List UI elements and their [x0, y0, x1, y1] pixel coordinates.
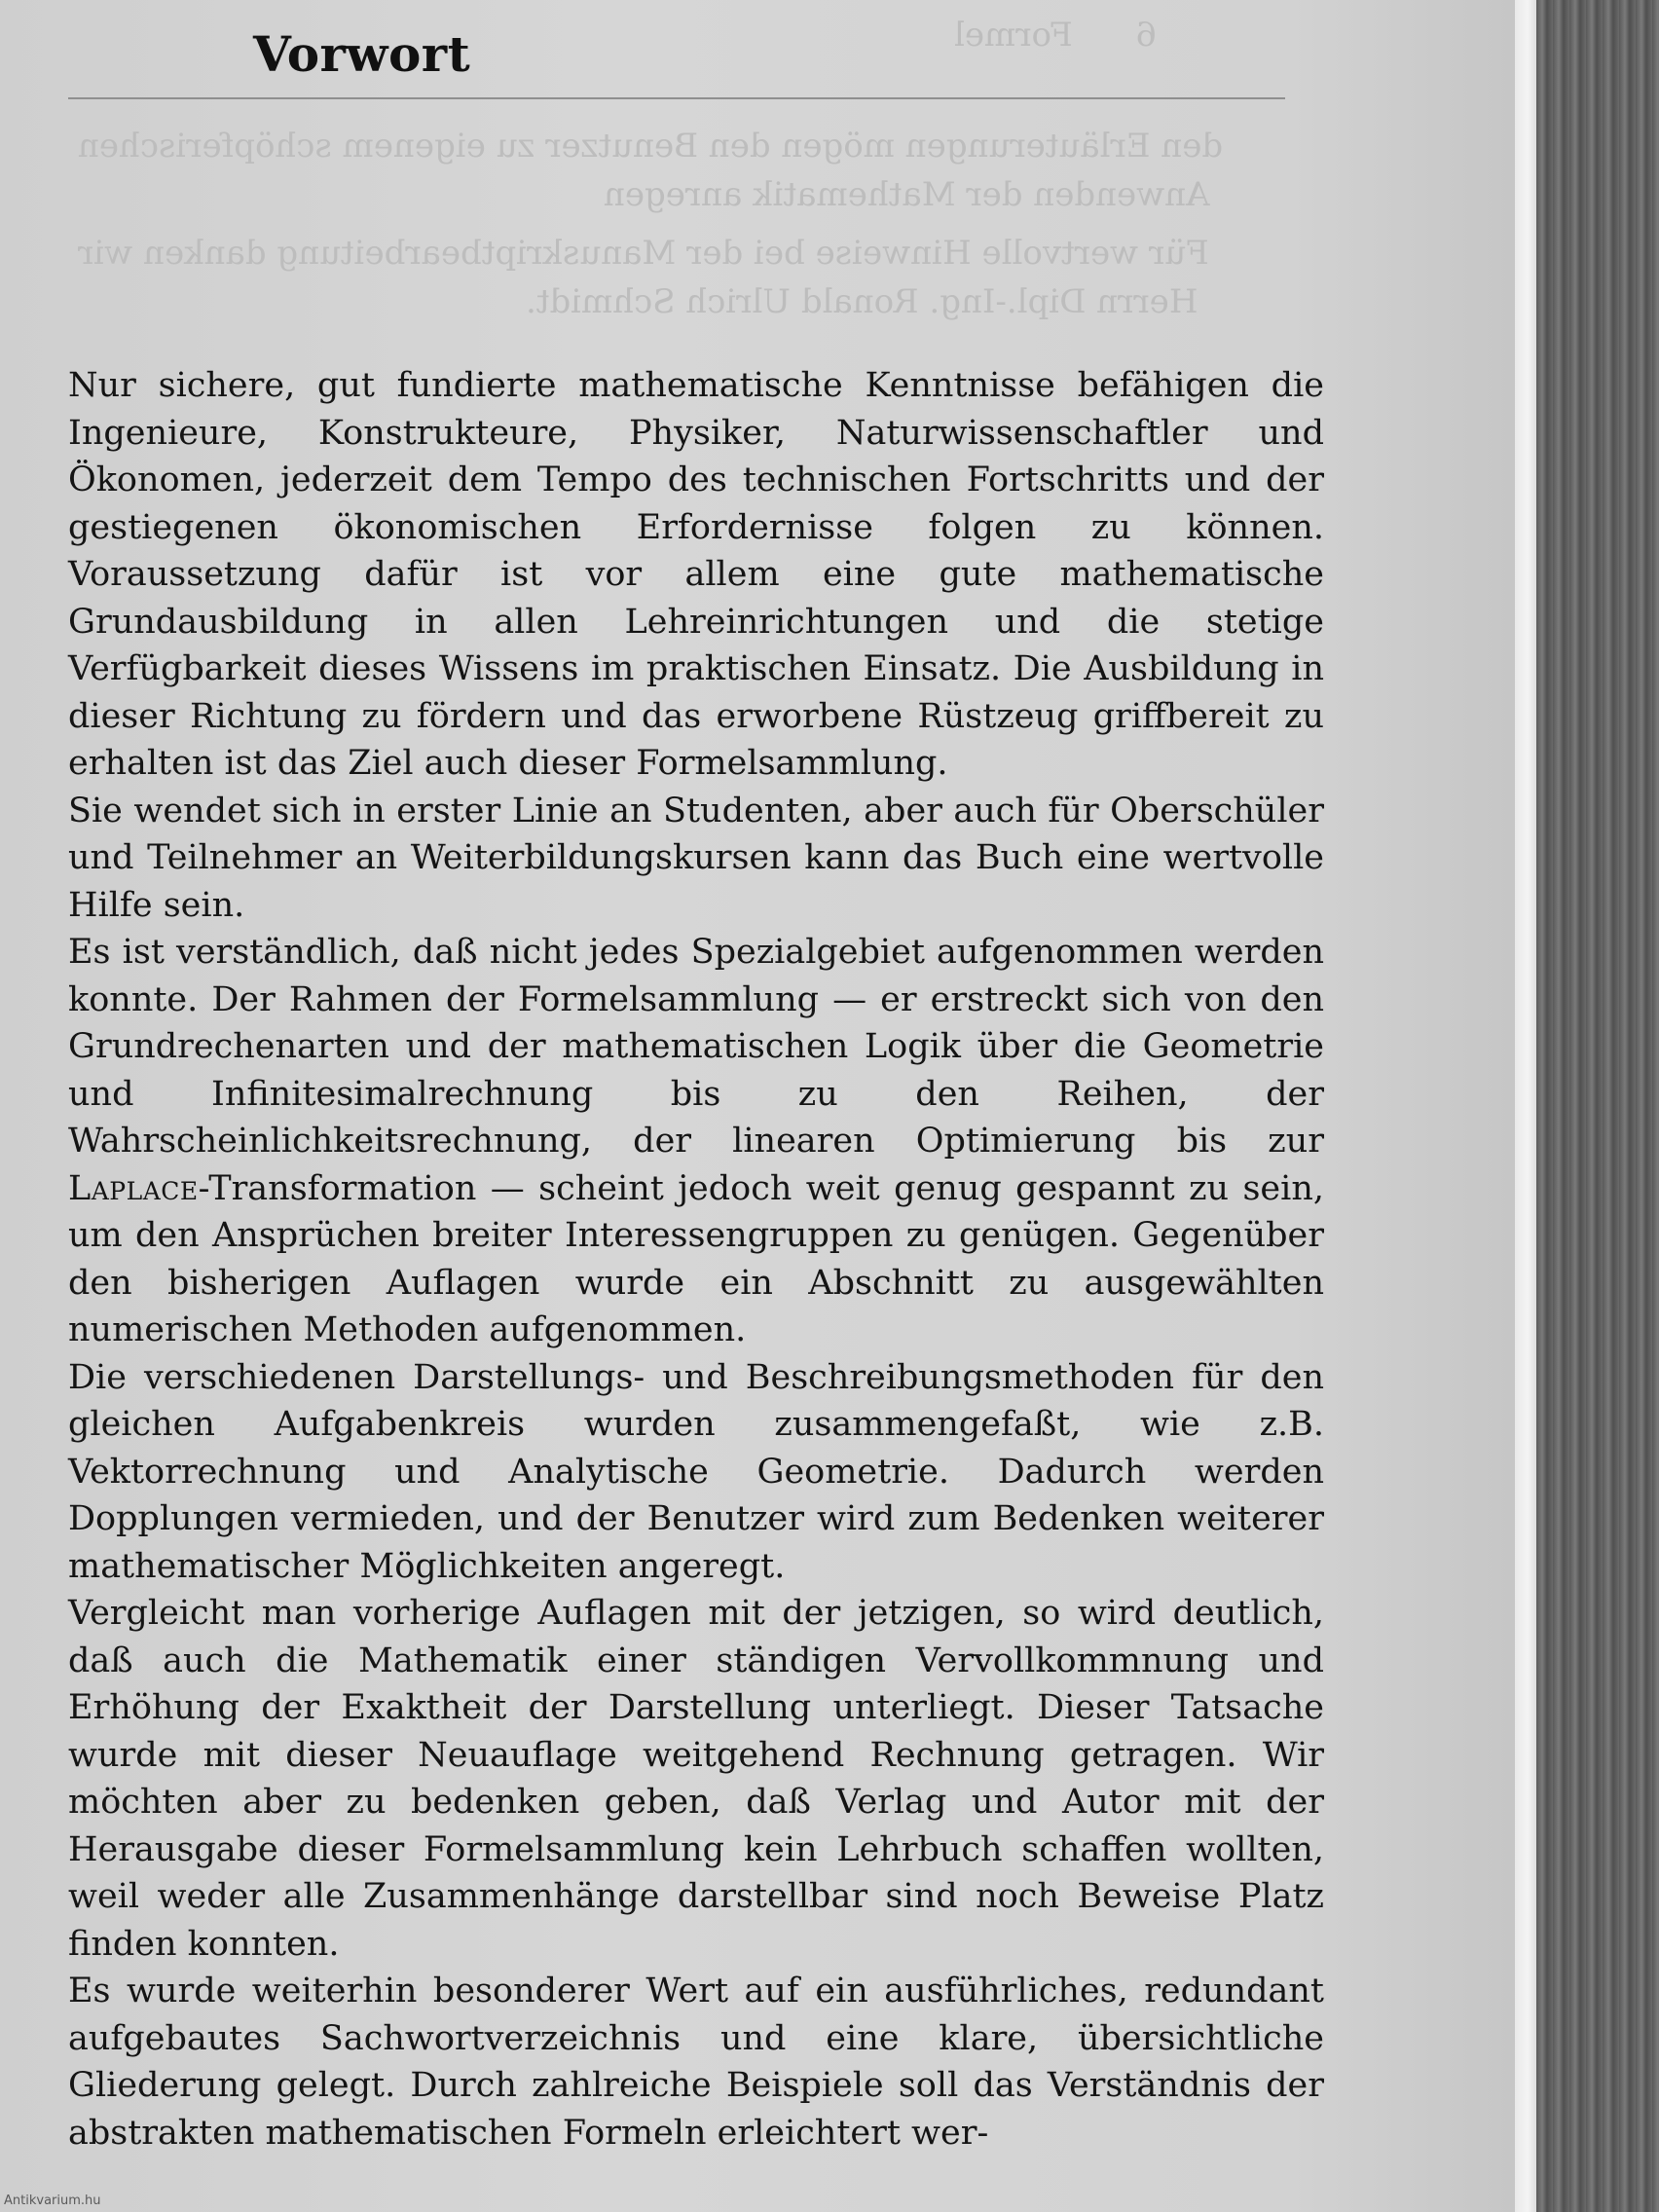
- paragraph: Nur sichere, gut fundierte mathematische Kenntnisse befähigen die Ingenieure, Konstrukteure, Physiker, Naturwissenschaftler und Ökonomen, jederzeit dem Tempo des technischen Fortschritts und der gestiegenen ökonomischen Erfordernisse folgen zu können. Voraussetzung dafür ist vor allem eine gute mathematische Grundausbildung in allen Lehreinrichtungen und die stetige Verfügbarkeit dieses Wissens im praktischen Einsatz. Die Ausbildung in dieser Richtung zu fördern und das erworbene Rüstzeug griffbereit zu erhalten ist das Ziel auch dieser Formelsammlung.: [68, 366, 1324, 783]
- show-through-header: 6 Formel: [954, 16, 1158, 55]
- heading-rule: [68, 97, 1285, 99]
- paragraph: [68, 929, 1324, 1354]
- page-edge: [1515, 0, 1536, 2212]
- paragraph-text: Es ist verständlich, daß nicht jedes Spezialgebiet aufgenommen werden konnte. Der Rahmen der Formelsammlung — er erstreckt sich von den Grundrechenarten und der mathematischen Logik über die Geometrie und Infinitesimalrechnung bis zu den Reihen, der Wahrscheinlichkeitsrechnung, der linearen Optimierung bis zur: [68, 933, 1324, 1161]
- show-through-line: Für wertvolle Hinweise bei der Manuskriptbearbeitung danken wir: [78, 234, 1209, 273]
- watermark-text: Antikvarium.hu: [4, 2194, 101, 2208]
- person-name: Laplace: [68, 1168, 199, 1208]
- backdrop: [1536, 0, 1659, 2212]
- show-through-line: den Erläuterungen mögen den Benutzer zu eigenem schöpferischen: [78, 127, 1224, 166]
- foreword-body: [68, 362, 1324, 2157]
- paragraph: Es wurde weiterhin besonderer Wert auf ein ausführliches, redundant aufgebautes Sachwortverzeichnis und eine klare, übersichtliche Gliederung gelegt. Durch zahlreiche Beispiele soll das Verständnis der abstrakten mathematischen Formeln erleichtert wer-: [68, 1972, 1324, 2153]
- paragraph: Sie wendet sich in erster Linie an Studenten, aber auch für Oberschüler und Teilnehmer an Weiterbildungskursen kann das Buch eine wertvolle Hilfe sein.: [68, 791, 1324, 925]
- page-title: Vorwort: [253, 25, 471, 83]
- paragraph: Die verschiedenen Darstellungs- und Beschreibungsmethoden für den gleichen Aufgabenkreis wurden zusammengefaßt, wie z.B. Vektorrechnung und Analytische Geometrie. Dadurch werden Dopplungen vermieden, und der Benutzer wird zum Bedenken weiterer mathematischer Möglichkeiten angeregt.: [68, 1357, 1324, 1586]
- show-through-line: Anwenden der Mathematik anregen: [604, 175, 1210, 214]
- paragraph: Vergleicht man vorherige Auflagen mit der jetzigen, so wird deutlich, daß auch die Mathematik einer ständigen Vervollkommnung und Erhöhung der Exaktheit der Darstellung unterliegt. Dieser Tatsache wurde mit dieser Neuauflage weitgehend Rechnung getragen. Wir möchten aber zu bedenken geben, daß Verlag und Autor mit der Herausgabe dieser Formelsammlung kein Lehrbuch schaffen wollten, weil weder alle Zusammenhänge darstellbar sind noch Beweise Platz finden konnten.: [68, 1594, 1324, 1964]
- show-through-line: Herrn Dipl.-Ing. Ronald Ulrich Schmidt.: [526, 282, 1198, 321]
- paragraph-text: -Transformation — scheint jedoch weit genug gespannt zu sein, um den Ansprüchen breiter Interessengruppen zu genügen. Gegenüber den bisherigen Auflagen wurde ein Abschnitt zu ausgewählten numerischen Methoden aufgenommen.: [68, 1168, 1324, 1349]
